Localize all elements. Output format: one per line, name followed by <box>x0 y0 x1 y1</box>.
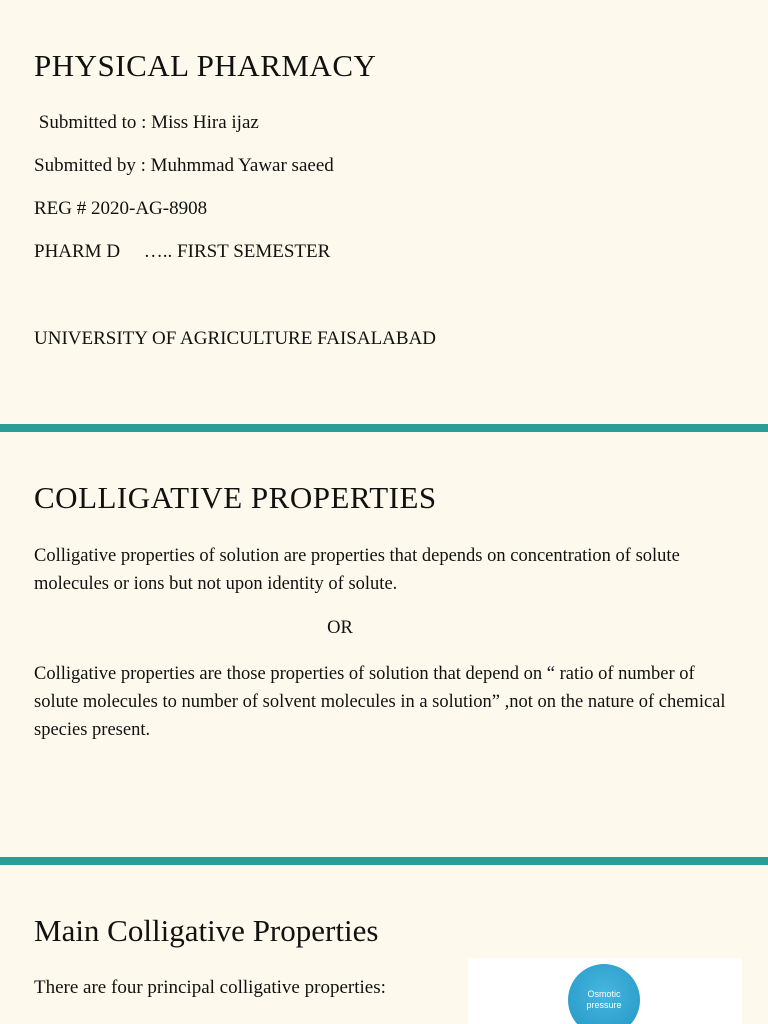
registration-number: REG # 2020-AG-8908 <box>34 198 208 219</box>
definition-2: Colligative properties are those properties of solution that depend on “ ratio of number of solute molecules to number of solvent molecules in a solution” ,not on the nature of chemical species present. <box>34 664 726 740</box>
definition-1: Colligative properties of solution are properties that depends on concentration of solute molecules or ions but not upon identity of solute. <box>34 546 680 594</box>
slide-divider-1 <box>0 424 768 432</box>
slide-3-title: Main Colligative Properties <box>34 913 379 948</box>
slide-1-title: PHYSICAL PHARMACY <box>34 48 377 83</box>
osmotic-pressure-node <box>568 964 640 1024</box>
slide-1 <box>0 0 768 424</box>
slide-3-intro: There are four principal colligative properties: <box>34 977 386 998</box>
or-separator: OR <box>327 618 353 638</box>
slide-divider-2 <box>0 857 768 865</box>
node-label-line-1: Osmotic <box>587 989 621 999</box>
slide-2-title: COLLIGATIVE PROPERTIES <box>34 480 437 515</box>
university-name: UNIVERSITY OF AGRICULTURE FAISALABAD <box>34 328 437 349</box>
submitted-by: Submitted by : Muhmmad Yawar saeed <box>34 155 334 176</box>
submitted-to: Submitted to : Miss Hira ijaz <box>34 112 259 133</box>
program-semester: PHARM D ….. FIRST SEMESTER <box>34 241 331 262</box>
node-label-line-2: pressure <box>586 1000 622 1010</box>
colligative-properties-diagram <box>468 958 742 1024</box>
slide-2 <box>0 432 768 857</box>
